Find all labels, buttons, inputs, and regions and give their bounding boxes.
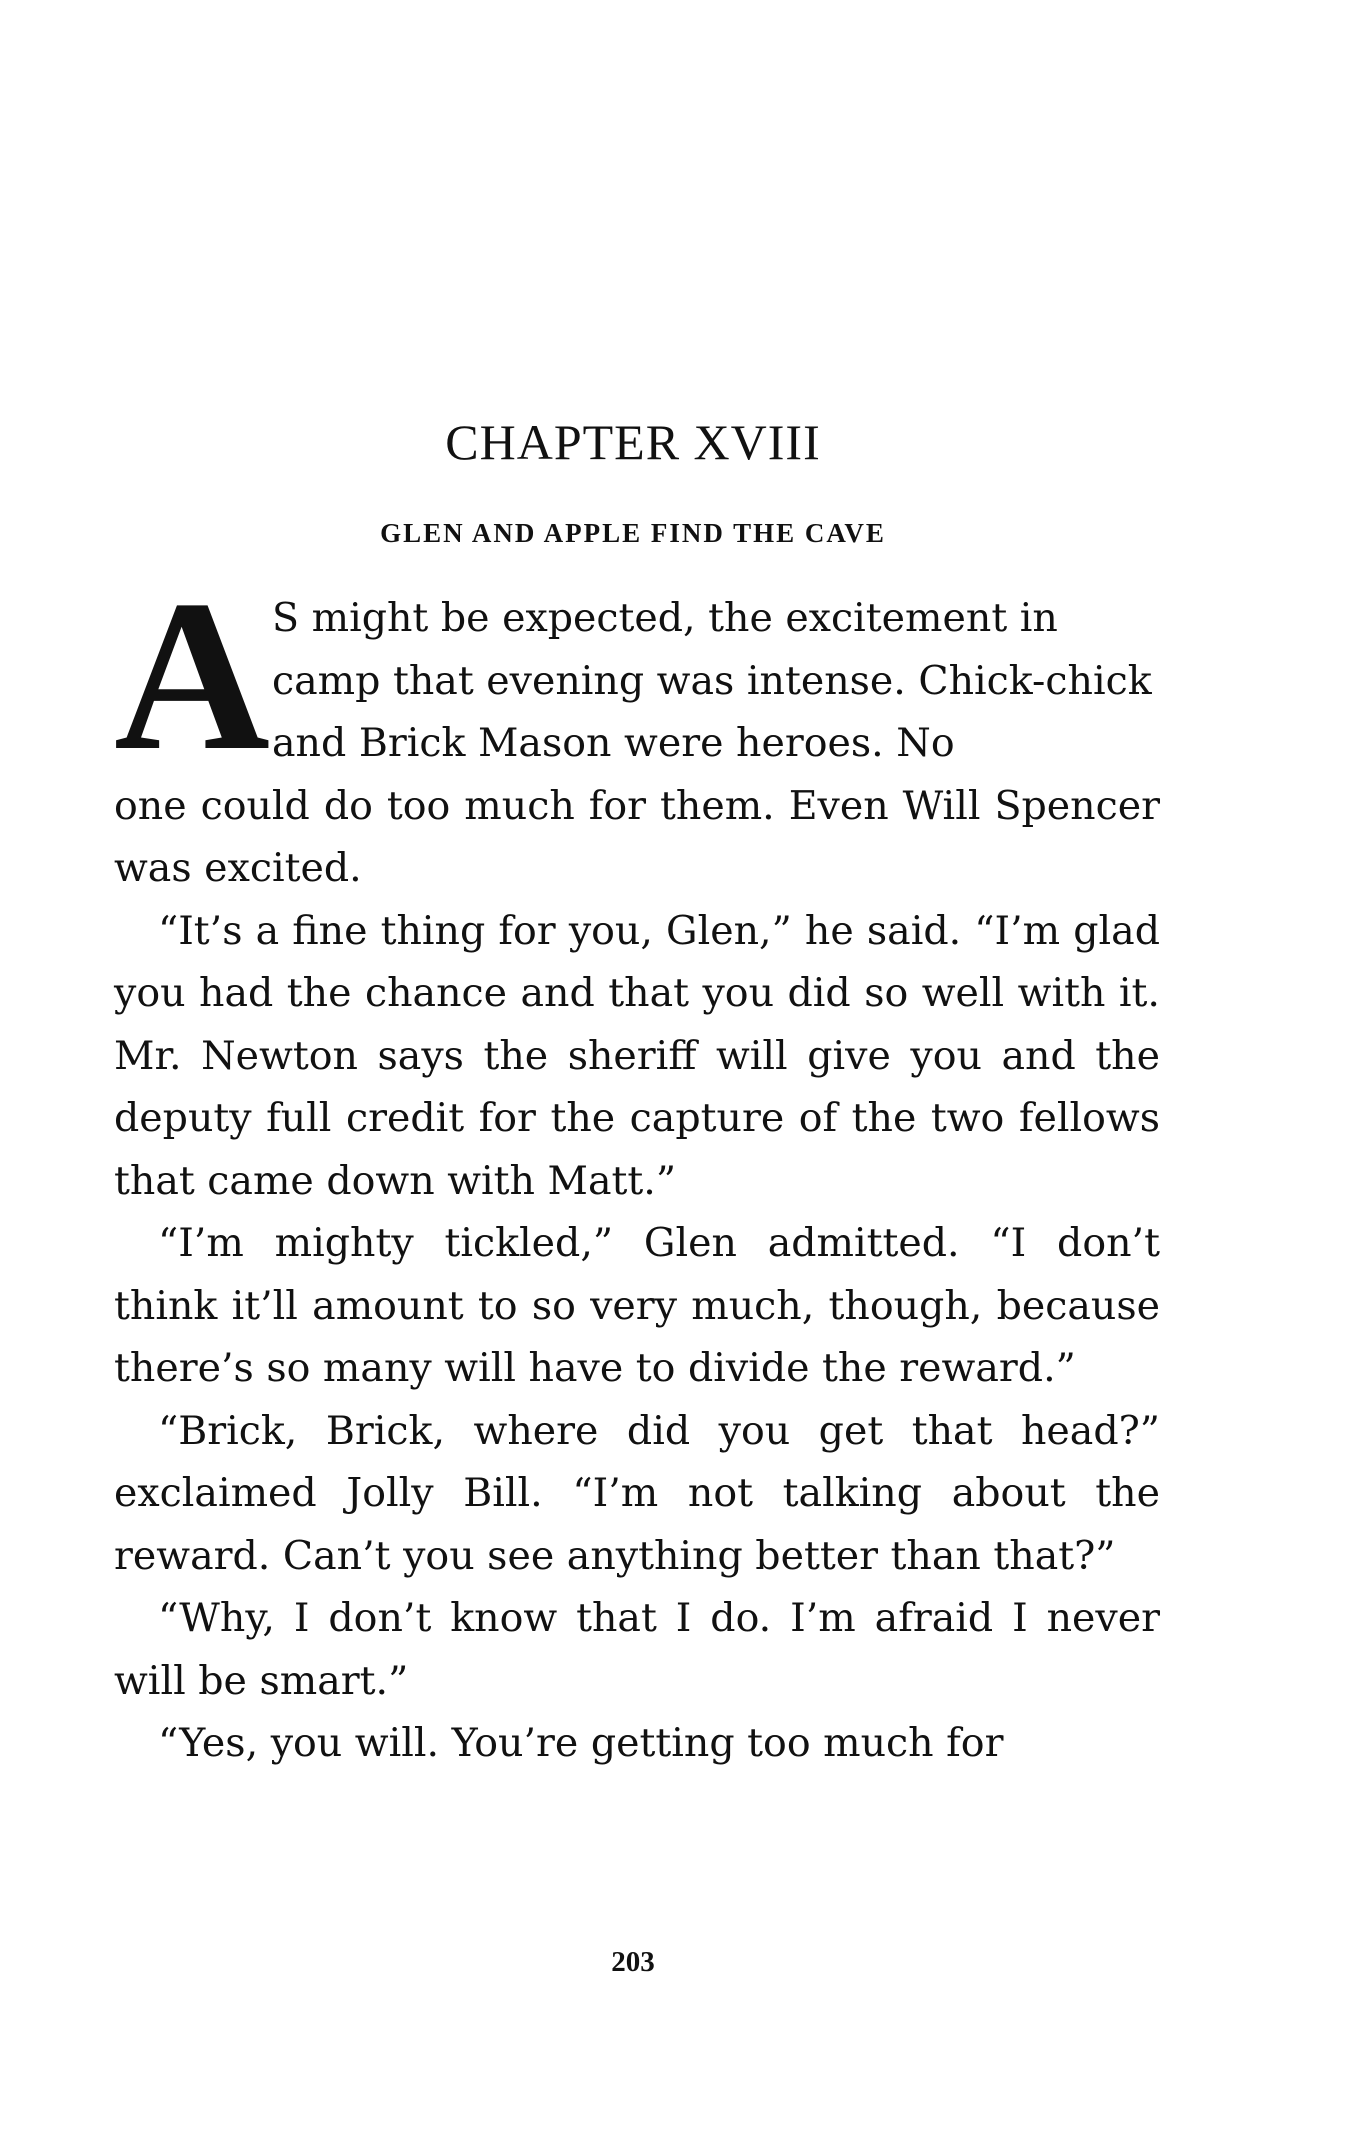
opening-paragraph-continued: one could do too much for them. Even Will Spencer was excited. [114,782,1160,891]
paragraph-6: “Yes, you will. You’re getting too much for [158,1720,1004,1766]
chapter-subtitle: GLEN AND APPLE FIND THE CAVE [380,518,886,548]
body-text [114,556,1160,1775]
chapter-title: CHAPTER XVIII [445,414,821,470]
page-number: 203 [611,1946,655,1978]
drop-cap-letter: A [114,556,270,795]
opening-paragraph [114,556,1160,795]
paragraph-2: “It’s a fine thing for you, Glen,” he said. “I’m glad you had the chance and that you did so well with it. Mr. Newton says the sheriff will give you and the deputy full credit for the capture of the two fellows that came down with Matt.” [114,907,1160,1204]
opening-paragraph-text: S might be expected, the excitement in camp that evening was intense. Chick-chick and Brick Mason were heroes. No [272,595,1152,766]
paragraph-3: “I’m mighty tickled,” Glen admitted. “I don’t think it’ll amount to so very much, though, because there’s so many will have to divide the reward.” [114,1220,1160,1391]
paragraph-4: “Brick, Brick, where did you get that head?” exclaimed Jolly Bill. “I’m not talking about the reward. Can’t you see anything better than that?” [114,1407,1160,1579]
paragraph-5: “Why, I don’t know that I do. I’m afraid I never will be smart.” [114,1595,1160,1704]
